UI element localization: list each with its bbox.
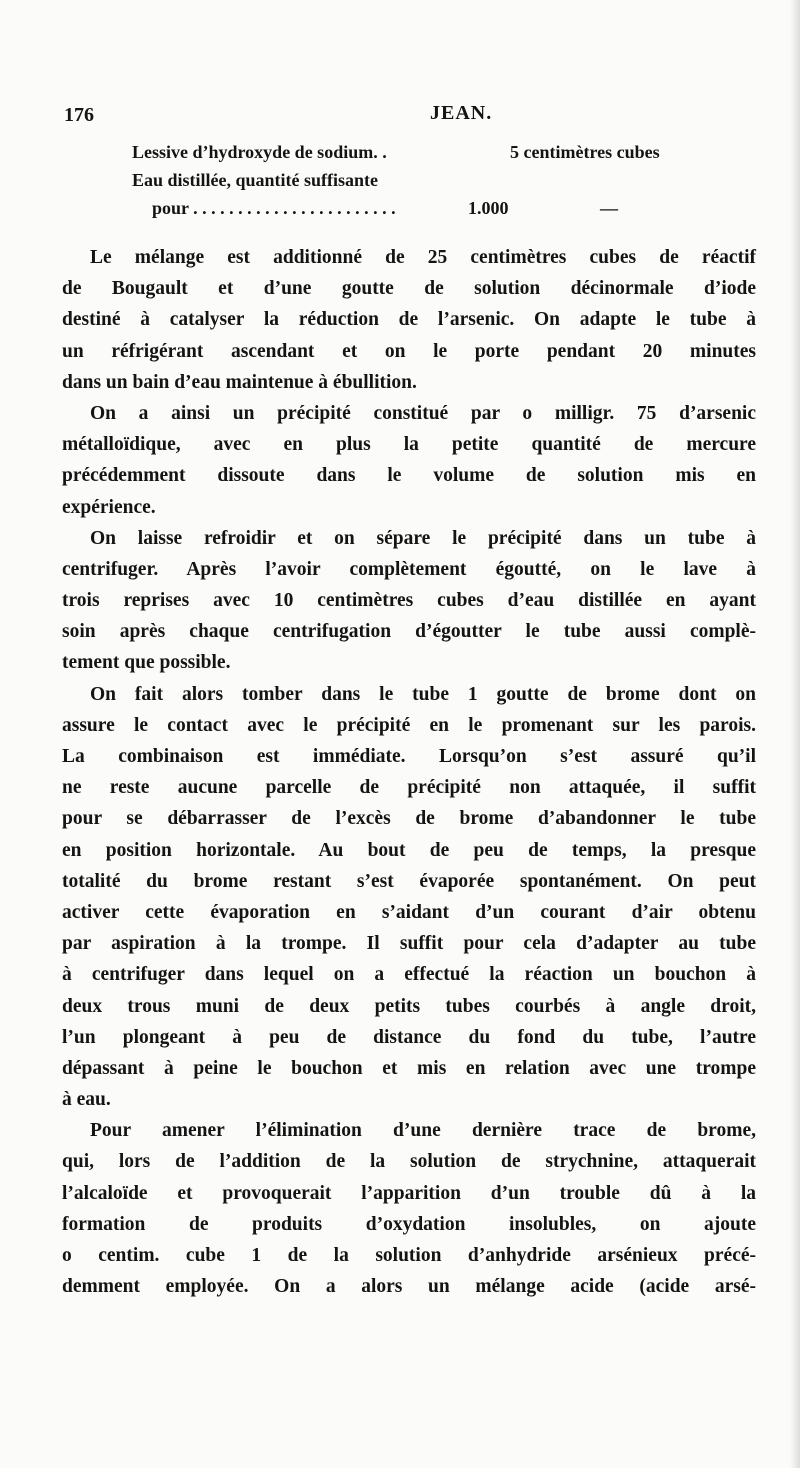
text-line: centrifuger. Après l’avoir complètement égoutté, on le lave à [62,558,756,580]
recipe-ingredient: pour . . . . . . . . . . . . . . . . . . . . . . . [152,198,396,218]
text-line: Le mélange est additionné de 25 centimètres cubes de réactif [90,247,756,268]
text-line: totalité du brome restant s’est évaporée spontanément. On peut [62,870,756,892]
text-line: pour se débarrasser de l’excès de brome d’abandonner le tube [62,808,756,830]
text-line: soin après chaque centrifugation d’égoutter le tube aussi complè- [62,621,756,643]
recipe-row [132,166,732,194]
text-line: dans un bain d’eau maintenue à ébullition. [62,371,417,393]
text-line: un réfrigérant ascendant et on le porte pendant 20 minutes [62,340,756,362]
paragraph [62,242,756,398]
recipe-row [132,138,732,166]
text-line: deux trous muni de deux petits tubes courbés à angle droit, [62,995,756,1017]
recipe-ingredient: Lessive d’hydroxyde de sodium. . [132,142,387,162]
text-line: La combinaison est immédiate. Lorsqu’on s’est assuré qu’il [62,746,756,767]
recipe-quantity: 5 centimètres cubes [510,142,660,162]
text-line: demment employée. On a alors un mélange acide (acide arsé- [62,1276,756,1298]
text-line: l’un plongeant à peu de distance du fond du tube, l’autre [62,1026,756,1048]
recipe-quantity: 1.000 [468,198,509,218]
text-line: qui, lors de l’addition de la solution de strychnine, attaquerait [62,1151,756,1173]
text-line: destiné à catalyser la réduction de l’arsenic. On adapte le tube à [62,309,756,331]
paragraph [62,398,756,523]
text-line: l’alcaloïde et provoquerait l’apparition d’un trouble dû à la [62,1182,756,1204]
text-line: à centrifuger dans lequel on a effectué la réaction un bouchon à [62,964,756,986]
text-line: métalloïdique, avec en plus la petite quantité de mercure [62,434,756,456]
recipe-ingredient: Eau distillée, quantité suffisante [132,170,379,190]
text-line: On a ainsi un précipité constitué par o milligr. 75 d’arsenic [90,402,756,424]
text-line: par aspiration à la trompe. Il suffit pour cela d’adapter au tube [62,933,756,955]
paragraph [62,679,756,1116]
text-line: ne reste aucune parcelle de précipité non attaquée, il suffit [62,777,756,799]
text-line: assure le contact avec le précipité en le promenant sur les parois. [62,714,756,736]
text-line: trois reprises avec 10 centimètres cubes d’eau distillée en ayant [62,590,756,612]
text-line: en position horizontale. Au bout de peu de temps, la presque [62,839,756,861]
body-text [62,242,756,1302]
text-line: o centim. cube 1 de la solution d’anhydride arsénieux précé- [62,1245,756,1266]
paragraph [62,1115,756,1302]
text-line: tement que possible. [62,652,231,674]
text-line: expérience. [62,496,156,518]
text-line: Pour amener l’élimination d’une dernière trace de brome, [90,1120,756,1142]
recipe-row [132,194,732,222]
text-line: On fait alors tomber dans le tube 1 goutte de brome dont on [90,683,756,705]
text-line: précédemment dissoute dans le volume de solution mis en [62,465,756,487]
text-line: dépassant à peine le bouchon et mis en relation avec une trompe [62,1057,756,1079]
page-edge-shadow [790,0,800,1468]
recipe-ditto-dash: — [600,198,618,218]
recipe-table [132,138,732,222]
paragraph [62,523,756,679]
text-line: activer cette évaporation en s’aidant d’un courant d’air obtenu [62,901,756,923]
text-line: formation de produits d’oxydation insolubles, on ajoute [62,1213,756,1235]
text-line: de Bougault et d’une goutte de solution décinormale d’iode [62,278,756,300]
text-line: On laisse refroidir et on sépare le précipité dans un tube à [90,527,756,549]
running-title: JEAN. [430,102,493,124]
running-head [64,96,756,130]
text-line: à eau. [62,1089,111,1111]
page-number: 176 [64,104,94,126]
